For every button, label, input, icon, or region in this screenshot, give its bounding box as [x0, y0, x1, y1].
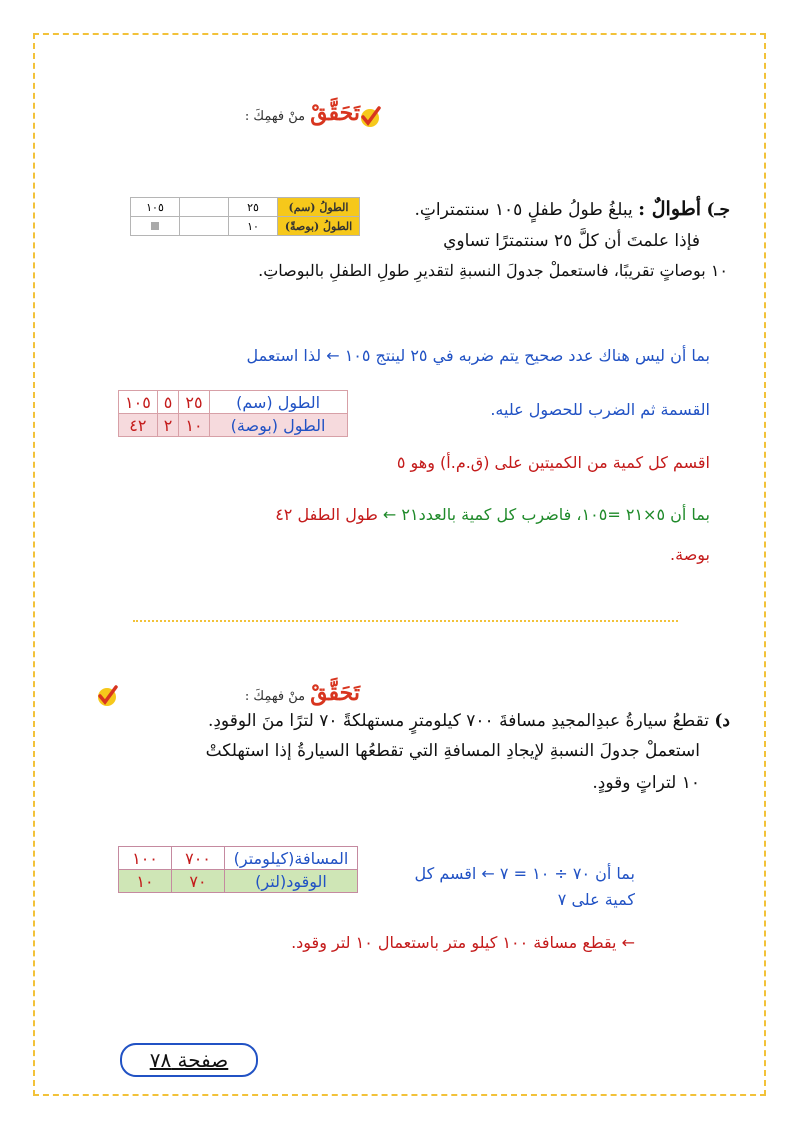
checkmark-icon [358, 105, 382, 129]
table-cell: ٢٥ [179, 391, 209, 414]
table-cell: ١٠ [119, 870, 172, 893]
book-ratio-table [130, 197, 360, 236]
problem-letter: جـ) [706, 200, 730, 220]
solution-d-line1: بما أن ٧٠ ÷ ١٠ = ٧ ← اقسم كل [414, 864, 635, 883]
table-cell: ١٠٥ [131, 198, 180, 217]
heading-main: تَحَقَّقْ [310, 100, 360, 126]
solution-c-line5: بوصة. [670, 545, 710, 564]
section-divider [133, 620, 678, 622]
table-cell: الوقود(لتر) [225, 870, 358, 893]
solution-c-line1: بما أن ليس هناك عدد صحيح يتم ضربه في ٢٥ لينتج ١٠٥ ← لذا استعمل [246, 346, 710, 365]
problem-c-line1 [330, 198, 730, 220]
table-cell: ٢ [157, 414, 179, 437]
solution-c-line2: القسمة ثم الضرب للحصول عليه. [490, 400, 710, 419]
table-cell [180, 217, 229, 236]
table-cell: ٧٠٠ [172, 847, 225, 870]
table-cell: الطولُ (سم) [278, 198, 360, 217]
table-cell: الطولُ (بوصةً) [278, 217, 360, 236]
table-cell: ٢٥ [229, 198, 278, 217]
table-cell: ٥ [157, 391, 179, 414]
solution-c-line3: اقسم كل كمية من الكميتين على (ق.م.أ) وهو ٥ [396, 453, 710, 472]
section2-heading [120, 680, 360, 706]
table-cell [180, 198, 229, 217]
table-cell: الطول (سم) [209, 391, 347, 414]
placeholder-square-icon [151, 222, 159, 230]
table-cell: ١٠٠ [119, 847, 172, 870]
heading-sub: منْ فهمِكَ : [244, 689, 306, 704]
solution-d-line3: ← يقطع مسافة ١٠٠ كيلو متر باستعمال ١٠ لتر وقود. [291, 933, 635, 952]
problem-c-line2: فإذا علمتَ أن كلَّ ٢٥ سنتمترًا تساوي [443, 231, 700, 251]
table-cell: ١٠ [179, 414, 209, 437]
checkmark-icon [95, 684, 119, 708]
problem-d-line2: استعملْ جدولَ النسبةِ لإيجادِ المسافةِ التي تقطعُها السيارةُ إذا استهلكتْ [205, 741, 700, 761]
problem-d-line1 [90, 711, 730, 731]
problem-text: تقطعُ سيارةُ عبدِالمجيدِ مسافةَ ٧٠٠ كيلومترٍ مستهلكةً ٧٠ لترًا منَ الوقودِ. [207, 711, 709, 731]
page-number: صفحة ٧٨ [149, 1048, 229, 1072]
heading-main: تَحَقَّقْ [310, 680, 360, 706]
solution-d-table [118, 846, 358, 893]
solution-c-table [118, 390, 348, 437]
table-cell: الطول (بوصة) [209, 414, 347, 437]
solution-c-line4-red: طول الطفل ٤٢ [275, 505, 378, 524]
table-cell [131, 217, 180, 236]
problem-d-line3: ١٠ لتراتٍ وقودٍ. [592, 773, 700, 793]
problem-text: يبلغُ طولُ طفلٍ ١٠٥ سنتمتراتٍ. [414, 200, 633, 220]
heading-sub: منْ فهمِكَ : [244, 109, 306, 124]
table-cell: ٧٠ [172, 870, 225, 893]
section1-heading [120, 100, 360, 126]
table-cell: ١٠٥ [119, 391, 158, 414]
problem-letter: د) [714, 711, 730, 731]
table-cell: ١٠ [229, 217, 278, 236]
problem-c-line3: ١٠ بوصاتٍ تقريبًا، فاستعملْ جدولَ النسبةِ لتقديرِ طولِ الطفلِ بالبوصاتِ. [258, 261, 728, 280]
table-cell: ٤٢ [119, 414, 158, 437]
solution-c-line4 [90, 505, 710, 524]
problem-keyword: أطوالٌ : [638, 198, 702, 220]
page-number-badge [120, 1043, 258, 1077]
table-cell: المسافة(كيلومتر) [225, 847, 358, 870]
solution-c-line4-green: بما أن ٥×٢١ =١٠٥، فاضرب كل كمية بالعدد٢١ ← [382, 505, 710, 524]
solution-d-line2: كمية على ٧ [557, 890, 635, 909]
